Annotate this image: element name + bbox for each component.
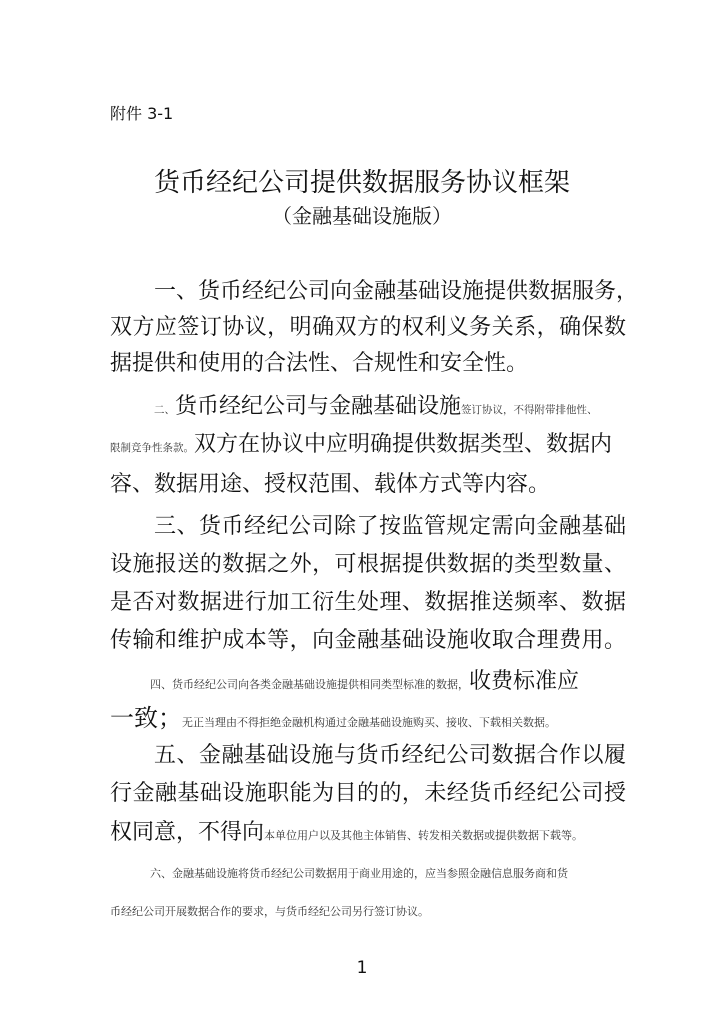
attachment-label: 附件 3-1 <box>110 104 174 123</box>
text-line <box>110 706 626 730</box>
text-segment: 收费标准应 <box>469 669 580 694</box>
text-segment: 无正当理由不得拒绝金融机构通过金融基础设施购买、接收、下载相关数据。 <box>182 716 556 729</box>
text-line: 是否对数据进行加工衍生处理、数据推送频率、数据 <box>110 590 626 615</box>
text-segment: 双方在协议中应明确提供数据类型、数据内 <box>194 432 613 457</box>
text-line: 双方应签订协议，明确双方的权利义务关系，确保数 <box>110 315 626 340</box>
text-line: 一、货币经纪公司向金融基础设施提供数据服务， <box>154 279 639 304</box>
text-segment: 限制竞争性条款。 <box>110 442 194 454</box>
text-segment: 二、 <box>154 404 175 416</box>
text-line: 传输和维护成本等，向金融基础设施收取合理费用。 <box>110 628 626 653</box>
text-line: 设施报送的数据之外，可根据提供数据的类型数量、 <box>110 552 626 577</box>
text-segment: 四、货币经纪公司向各类金融基础设施提供相同类型标准的数据， <box>150 678 469 691</box>
text-segment: 签订协议，不得附带排他性、 <box>461 404 598 416</box>
text-line: 六、金融基础设施将货币经纪公司数据用于商业用途的，应当参照金融信息服务商和货 <box>150 867 568 880</box>
text-line <box>110 434 626 456</box>
text-segment: 一致； <box>110 704 182 732</box>
text-line <box>154 396 626 418</box>
text-segment: 本单位用户以及其他主体销售、转发相关数据或提供数据下载等。 <box>264 829 584 842</box>
text-line: 五、金融基础设施与货币经纪公司数据合作以履 <box>154 743 626 768</box>
text-segment: 货币经纪公司与金融基础设施 <box>175 394 462 419</box>
text-line <box>110 822 626 844</box>
text-segment: 权同意，不得向 <box>110 820 265 845</box>
page-number: 1 <box>356 958 368 978</box>
document-subtitle: （金融基础设施版） <box>272 204 452 228</box>
text-line: 行金融基础设施职能为目的的，未经货币经纪公司授 <box>110 781 626 806</box>
document-title: 货币经纪公司提供数据服务协议框架 <box>153 168 570 198</box>
text-line: 三、货币经纪公司除了按监管规定需向金融基础 <box>154 514 626 539</box>
text-line <box>150 671 626 693</box>
text-line: 币经纪公司开展数据合作的要求，与货币经纪公司另行签订协议。 <box>110 905 429 918</box>
text-line: 据提供和使用的合法性、合规性和安全性。 <box>110 351 529 376</box>
text-line: 容、数据用途、授权范围、载体方式等内容。 <box>110 472 551 497</box>
